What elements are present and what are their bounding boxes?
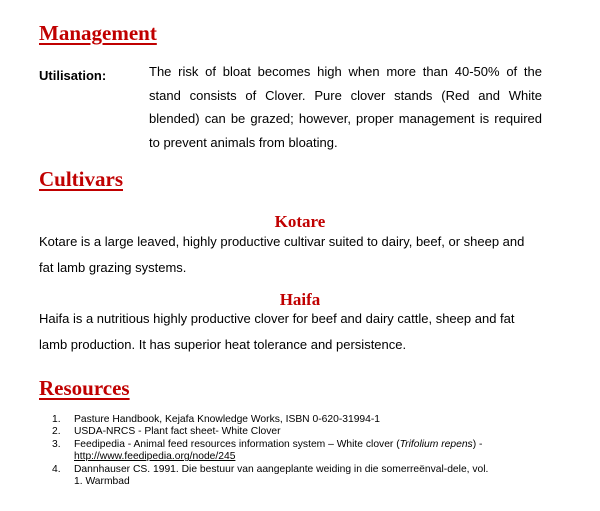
species-name: Trifolium repens: [399, 438, 473, 450]
cultivar-description-kotare: Kotare is a large leaved, highly productive cultivar suited to dairy, beef, or sheep and fat lamb grazing systems.: [39, 234, 525, 275]
list-item-text: [74, 439, 492, 464]
list-item-number: 4.: [52, 463, 61, 475]
utilisation-text: The risk of bloat becomes high when more than 40-50% of the stand consists of Clover. Pure clover stands (Red and White blended) can be grazed; however, proper management is required to prevent animals from bloating.: [149, 64, 542, 150]
list-item: [52, 426, 492, 438]
cultivars-heading: Cultivars: [39, 167, 123, 191]
cultivar-name-haifa: Haifa: [279, 290, 321, 309]
list-item-text: Pasture Handbook, Kejafa Knowledge Works, ISBN 0-620-31994-1: [74, 414, 381, 425]
list-item-number: 3.: [52, 438, 61, 450]
cultivar-description-haifa: Haifa is a nutritious highly productive clover for beef and dairy cattle, sheep and fat lamb production. It has superior heat tolerance and persistence.: [39, 311, 515, 352]
list-item-number: 1.: [52, 414, 61, 425]
list-item-number: 2.: [52, 426, 61, 438]
list-item: [52, 414, 492, 426]
resources-list: [52, 414, 492, 488]
list-item-text-start: Feedipedia - Animal feed resources information system – White clover (: [74, 438, 400, 450]
resources-heading: Resources: [39, 376, 130, 400]
list-item: [52, 464, 492, 489]
list-item-text: Dannhauser CS. 1991. Die bestuur van aangeplante weiding in die somerreënval-dele, vol. 1. Warmbad: [74, 463, 489, 488]
feedipedia-link[interactable]: http://www.feedipedia.org/node/245: [74, 451, 236, 463]
cultivar-name-kotare: Kotare: [274, 212, 326, 231]
list-item-text: USDA-NRCS - Plant fact sheet- White Clover: [74, 426, 281, 438]
list-item: [52, 439, 492, 464]
management-heading: Management: [39, 21, 157, 45]
utilisation-label: Utilisation:: [39, 68, 107, 83]
list-item-text-end: ) -: [472, 438, 483, 450]
